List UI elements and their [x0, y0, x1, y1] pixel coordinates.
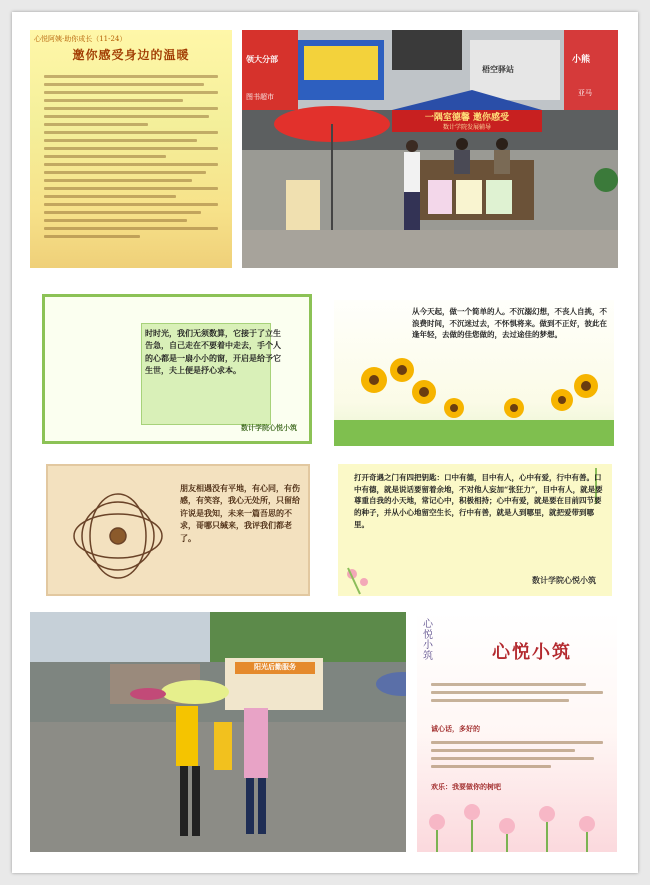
- booth-banner: 一隅室德馨 邀你感受: [424, 113, 510, 123]
- store-sign-5: 亚马: [578, 89, 592, 97]
- card-green-signature: 数计学院心悦小筑: [241, 423, 297, 432]
- card-sunflower: [334, 300, 614, 446]
- collage-frame: [12, 12, 638, 873]
- poster-flowers: [417, 792, 617, 852]
- store-sign-4: 图书超市: [246, 93, 274, 101]
- card-flower: [46, 464, 310, 596]
- poster-xinyue: [417, 612, 617, 852]
- card-yellow: [338, 464, 612, 596]
- poster-body-text: [44, 70, 218, 243]
- poster-xinyue-body-2: [431, 736, 603, 773]
- card-green: [42, 294, 312, 444]
- store-sign-3: 小熊: [572, 55, 591, 65]
- rain-scene: [30, 612, 406, 852]
- card-sunflower-text: 从今天起，做一个简单的人。不沉溺幻想，不丧人自挑，不浪费时间，不沉迷过去，不怀惧将来。做到不正好，彼此在逢年轻，去做的佳您做的，去过途佳的梦想。: [412, 307, 607, 340]
- photo-booth: [242, 30, 618, 268]
- store-sign-2: 梧空驿站: [482, 64, 514, 74]
- store-sign-1: 领大分部: [246, 54, 278, 64]
- poster-title: 邀你感受身边的温暖: [72, 48, 190, 62]
- card-flower-text: 朋友相遇没有平地，有心同，有伤感，有笑容，我心无处所，只留给许说是我知，未来一篇吾思的不求，哥哪只缄来，我评我们都老了。: [180, 483, 300, 543]
- poster-section-2: 欢乐：我要做你的树吧: [431, 782, 501, 791]
- poster-xinyue-body: [431, 678, 603, 707]
- poster-side-text: 心悦小筑: [423, 619, 433, 662]
- card-yellow-text: 打开奇遇之门有四把钥匙：口中有德，目中有人，心中有爱，行中有善。口中有德，就是说话要留着余地，不对他人妄加“张狂力”，目中有人，就是要尊重自我的小天地，常记心中，积极相持；心中有爱，就是要在目前四节要的种子，并从小心地留空生长，行中有善，就是人到哪里，就把爱带到哪里。: [354, 473, 603, 529]
- poster-xinyue-title: 心悦小筑: [492, 642, 572, 663]
- poster-warmth: [30, 30, 232, 268]
- poster-header: 心悦阿姨·助你成长（11-24）: [34, 35, 127, 43]
- sunflowers: [334, 300, 614, 446]
- card-yellow-signature: 数计学院心悦小筑: [532, 575, 596, 585]
- photo-rain: [30, 612, 406, 852]
- booth-banner-sub: 数计学院发展辅导: [442, 124, 491, 131]
- card-green-text: 时时光，我们无须数算，它接于了立生告急，自己走在不要着中走去，手个人的心都是一扇小小的窗，开启是给予它生世，夫上便是抒心求本。: [145, 328, 281, 376]
- booth-scene: [242, 30, 618, 268]
- poster-section-1: 诚心话，多好的: [431, 724, 480, 733]
- rain-sign: 阳光后勤服务: [254, 662, 296, 671]
